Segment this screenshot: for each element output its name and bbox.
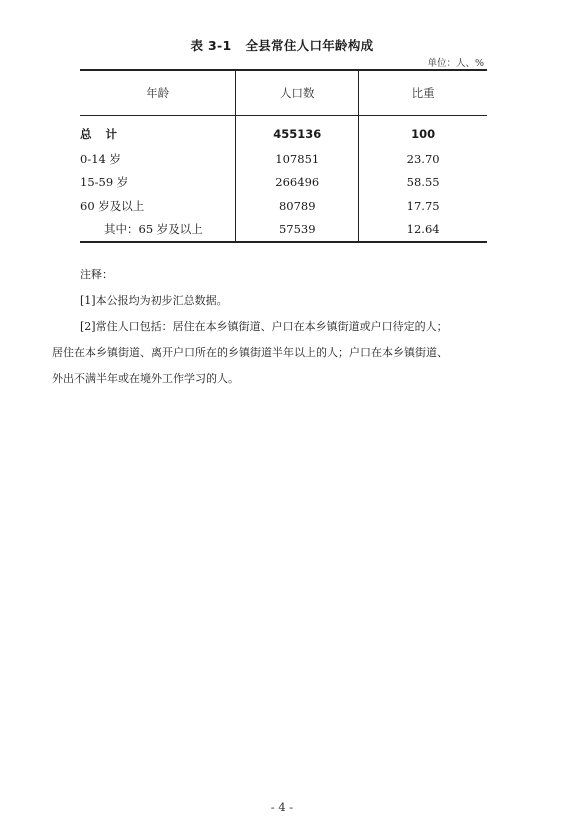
row-share: 58.55 (359, 171, 487, 195)
row-share: 12.64 (359, 218, 487, 243)
notes-section (52, 262, 522, 392)
row-share: 23.70 (359, 147, 487, 171)
header-share: 比重 (359, 70, 487, 116)
row-population: 266496 (236, 171, 359, 195)
table-row (80, 171, 487, 195)
row-population: 57539 (236, 218, 359, 243)
header-population: 人口数 (236, 70, 359, 116)
row-share: 17.75 (359, 194, 487, 218)
row-label: 总计 (80, 126, 131, 141)
note-item-continuation: 外出不满半年或在境外工作学习的人。 (52, 372, 239, 385)
unit-label: 单位：人、% (427, 58, 484, 69)
note-item: [2]常住人口包括：居住在本乡镇街道、户口在本乡镇街道或户口待定的人； (80, 320, 448, 333)
row-population: 455136 (236, 116, 359, 148)
note-item: [1]本公报均为初步汇总数据。 (80, 294, 228, 307)
table-row (80, 194, 487, 218)
table-row-total (80, 116, 487, 148)
row-share: 100 (359, 116, 487, 148)
table-title (0, 36, 564, 54)
row-label: 其中：65 岁及以上 (80, 218, 236, 243)
row-population: 107851 (236, 147, 359, 171)
table-title-text: 全县常住人口年龄构成 (245, 38, 374, 53)
population-age-table (80, 69, 487, 243)
table-header-row (80, 70, 487, 116)
note-item-continuation: 居住在本乡镇街道、离开户口所在的乡镇街道半年以上的人；户口在本乡镇街道、 (52, 346, 448, 359)
table-row (80, 218, 487, 243)
page-number: - 4 - (270, 800, 294, 814)
header-age: 年龄 (80, 70, 236, 116)
row-label: 60 岁及以上 (80, 198, 145, 213)
table-row (80, 147, 487, 171)
row-population: 80789 (236, 194, 359, 218)
table-number: 表 3-1 (190, 38, 232, 53)
notes-heading: 注释： (80, 268, 113, 281)
row-label: 15-59 岁 (80, 175, 129, 190)
row-label: 0-14 岁 (80, 151, 121, 166)
